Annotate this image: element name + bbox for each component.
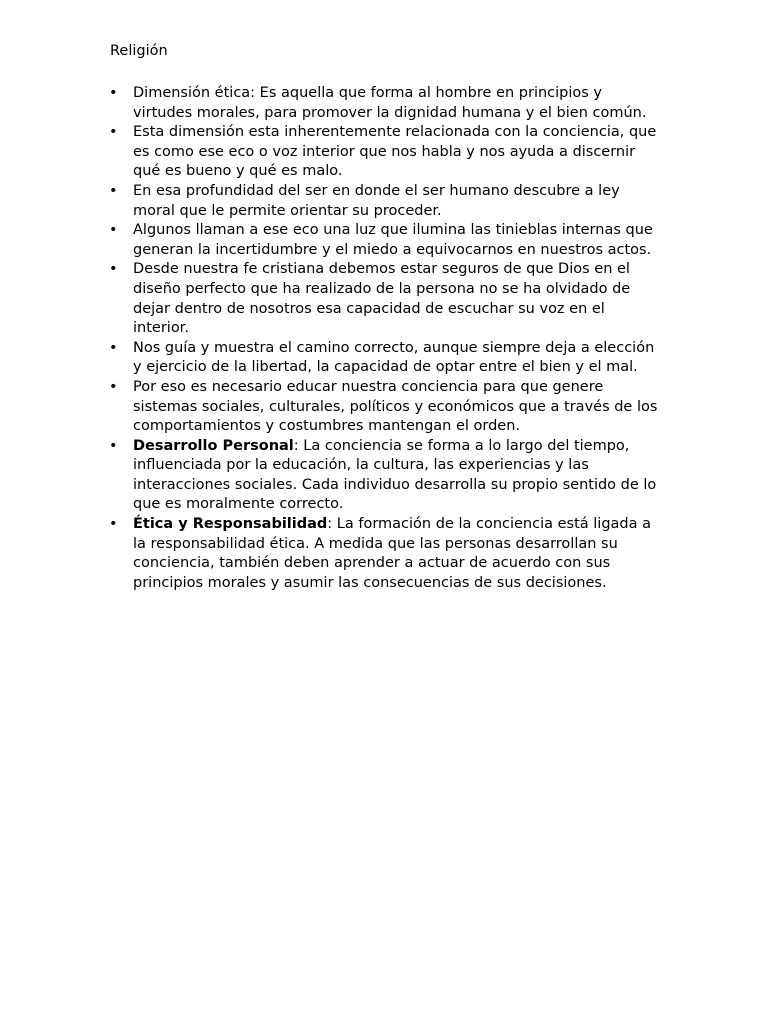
list-item [109, 84, 661, 123]
item-text: : La formación de la conciencia está ligada a la responsabilidad ética. A medida que las personas desarrollan su conciencia, también deben aprender a actuar de acuerdo con sus principios morales y asumir las consecuencias de sus decisiones. [133, 516, 651, 591]
item-text: Desde nuestra fe cristiana debemos estar seguros de que Dios en el diseño perfecto que ha realizado de la persona no se ha olvidado de dejar dentro de nosotros esa capacidad de escuchar su voz en el interior. [133, 261, 631, 337]
bullet-list [109, 84, 661, 593]
item-text: Por eso es necesario educar nuestra conciencia para que genere sistemas sociales, culturales, políticos y económicos que a través de los comportamientos y costumbres mantengan el orden. [133, 378, 658, 435]
item-bold-lead: Desarrollo Personal [133, 437, 294, 454]
bullet-icon: • [109, 516, 118, 533]
list-item [109, 182, 661, 221]
bullet-icon: • [109, 85, 118, 101]
bullet-icon: • [109, 124, 118, 141]
list-item [109, 437, 661, 515]
list-item [109, 123, 661, 182]
bullet-icon: • [109, 261, 118, 278]
item-text: En esa profundidad del ser en donde el ser humano descubre a ley moral que le permite orientar su proceder. [133, 182, 620, 219]
bullet-icon: • [109, 339, 118, 356]
document-title: Religión [110, 43, 168, 59]
bullet-icon: • [109, 182, 118, 199]
item-text: Nos guía y muestra el camino correcto, aunque siempre deja a elección y ejercicio de la libertad, la capacidad de optar entre el bien y el mal. [133, 339, 655, 376]
item-text: : La conciencia se forma a lo largo del tiempo, influenciada por la educación, la cultura, las experiencias y las interacciones sociales. Cada individuo desarrolla su propio sentido de lo que es moralmente correcto. [133, 437, 657, 513]
list-item [109, 515, 661, 593]
list-item [109, 260, 661, 338]
item-text: Esta dimensión esta inherentemente relacionada con la conciencia, que es como ese eco o voz interior que nos habla y nos ayuda a discernir qué es bueno y qué es malo. [133, 124, 657, 180]
list-item [109, 339, 661, 378]
item-text: Algunos llaman a ese eco una luz que ilumina las tinieblas internas que generan la incertidumbre y el miedo a equivocarnos en nuestros actos. [133, 222, 653, 258]
bullet-icon: • [109, 437, 118, 454]
list-item [109, 378, 661, 437]
bullet-icon: • [109, 378, 118, 395]
item-bold-lead: Ética y Responsabilidad [133, 516, 328, 533]
bullet-icon: • [109, 222, 118, 239]
item-text: Dimensión ética: Es aquella que forma al hombre en principios y virtudes morales, para promover la dignidad humana y el bien común. [133, 85, 647, 121]
list-item [109, 221, 661, 260]
